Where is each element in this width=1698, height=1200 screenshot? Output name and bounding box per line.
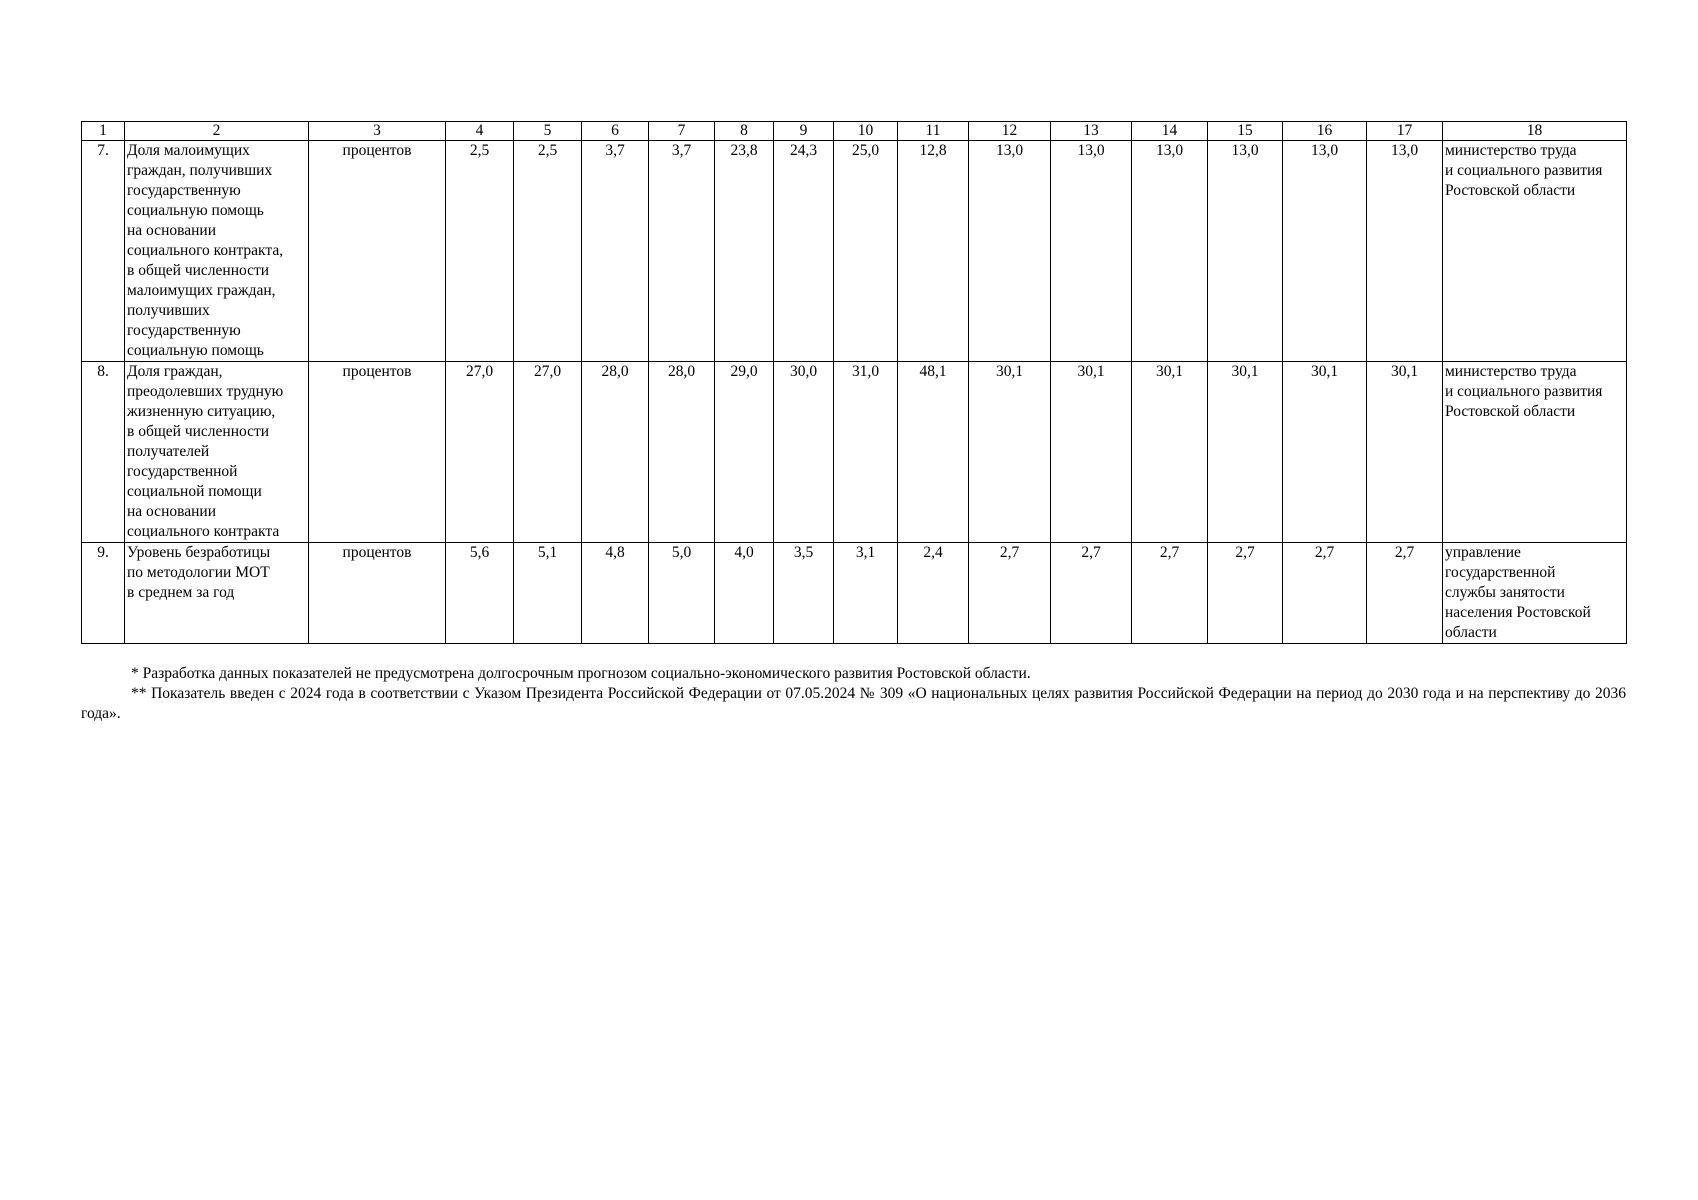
value-cell: 27,0 [514, 362, 582, 543]
header-cell: 10 [834, 122, 898, 141]
header-cell: 11 [898, 122, 969, 141]
indicators-table [81, 121, 1627, 644]
value-cell: 5,1 [514, 543, 582, 644]
value-cell: 4,0 [715, 543, 774, 644]
value-cell: 12,8 [898, 141, 969, 362]
row-number: 7. [82, 141, 125, 362]
value-cell: 13,0 [1208, 141, 1283, 362]
value-cell: 30,1 [1367, 362, 1443, 543]
value-cell: 30,1 [1132, 362, 1208, 543]
value-cell: 31,0 [834, 362, 898, 543]
footnote-1: * Разработка данных показателей не предусмотрена долгосрочным прогнозом социально-экономического развития Ростовской области. [131, 665, 1031, 682]
unit-cell: процентов [309, 141, 446, 362]
value-cell: 29,0 [715, 362, 774, 543]
table-row [82, 362, 1627, 543]
header-cell: 4 [446, 122, 514, 141]
value-cell: 30,1 [1051, 362, 1132, 543]
value-cell: 28,0 [582, 362, 649, 543]
header-cell: 16 [1283, 122, 1367, 141]
value-cell: 5,0 [649, 543, 715, 644]
value-cell: 23,8 [715, 141, 774, 362]
value-cell: 4,8 [582, 543, 649, 644]
value-cell: 30,1 [1208, 362, 1283, 543]
value-cell: 3,1 [834, 543, 898, 644]
header-cell: 17 [1367, 122, 1443, 141]
value-cell: 2,7 [1051, 543, 1132, 644]
indicator-name: Уровень безработицы по методологии МОТ в среднем за год [125, 543, 309, 644]
value-cell: 30,1 [969, 362, 1051, 543]
value-cell: 2,5 [446, 141, 514, 362]
header-cell: 9 [774, 122, 834, 141]
value-cell: 2,4 [898, 543, 969, 644]
value-cell: 2,7 [1283, 543, 1367, 644]
header-cell: 18 [1443, 122, 1627, 141]
document-page [81, 121, 1626, 724]
value-cell: 25,0 [834, 141, 898, 362]
footnote-2: ** Показатель введен с 2024 года в соответствии с Указом Президента Российской Федерации от 07.05.2024 № 309 «О национальных целях развития Российской Федерации на период до 2030 года и на перспективу до 2036 года». [81, 685, 1626, 722]
header-cell: 2 [125, 122, 309, 141]
value-cell: 13,0 [1132, 141, 1208, 362]
header-cell: 13 [1051, 122, 1132, 141]
value-cell: 2,7 [969, 543, 1051, 644]
value-cell: 3,7 [649, 141, 715, 362]
header-cell: 5 [514, 122, 582, 141]
value-cell: 2,7 [1367, 543, 1443, 644]
responsible-cell: управление государственной службы занятости населения Ростовской области [1443, 543, 1627, 644]
value-cell: 13,0 [1283, 141, 1367, 362]
header-cell: 1 [82, 122, 125, 141]
value-cell: 2,7 [1208, 543, 1283, 644]
value-cell: 13,0 [1051, 141, 1132, 362]
value-cell: 48,1 [898, 362, 969, 543]
value-cell: 13,0 [1367, 141, 1443, 362]
responsible-cell: министерство труда и социального развития Ростовской области [1443, 362, 1627, 543]
responsible-cell: министерство труда и социального развития Ростовской области [1443, 141, 1627, 362]
header-cell: 6 [582, 122, 649, 141]
value-cell: 24,3 [774, 141, 834, 362]
table-row [82, 543, 1627, 644]
value-cell: 30,1 [1283, 362, 1367, 543]
indicator-name: Доля малоимущих граждан, получивших государственную социальную помощь на основании социального контракта, в общей численности малоимущих граждан, получивших государственную социальную помощь [125, 141, 309, 362]
row-number: 9. [82, 543, 125, 644]
indicator-name: Доля граждан, преодолевших трудную жизненную ситуацию, в общей численности получателей государственной социальной помощи на основании социального контракта [125, 362, 309, 543]
table-header-row [82, 122, 1627, 141]
value-cell: 5,6 [446, 543, 514, 644]
header-cell: 3 [309, 122, 446, 141]
value-cell: 3,7 [582, 141, 649, 362]
footnotes [81, 664, 1626, 724]
header-cell: 12 [969, 122, 1051, 141]
unit-cell: процентов [309, 543, 446, 644]
unit-cell: процентов [309, 362, 446, 543]
value-cell: 30,0 [774, 362, 834, 543]
value-cell: 2,7 [1132, 543, 1208, 644]
value-cell: 2,5 [514, 141, 582, 362]
header-cell: 7 [649, 122, 715, 141]
value-cell: 13,0 [969, 141, 1051, 362]
value-cell: 27,0 [446, 362, 514, 543]
table-row [82, 141, 1627, 362]
value-cell: 3,5 [774, 543, 834, 644]
header-cell: 8 [715, 122, 774, 141]
header-cell: 14 [1132, 122, 1208, 141]
value-cell: 28,0 [649, 362, 715, 543]
header-cell: 15 [1208, 122, 1283, 141]
row-number: 8. [82, 362, 125, 543]
